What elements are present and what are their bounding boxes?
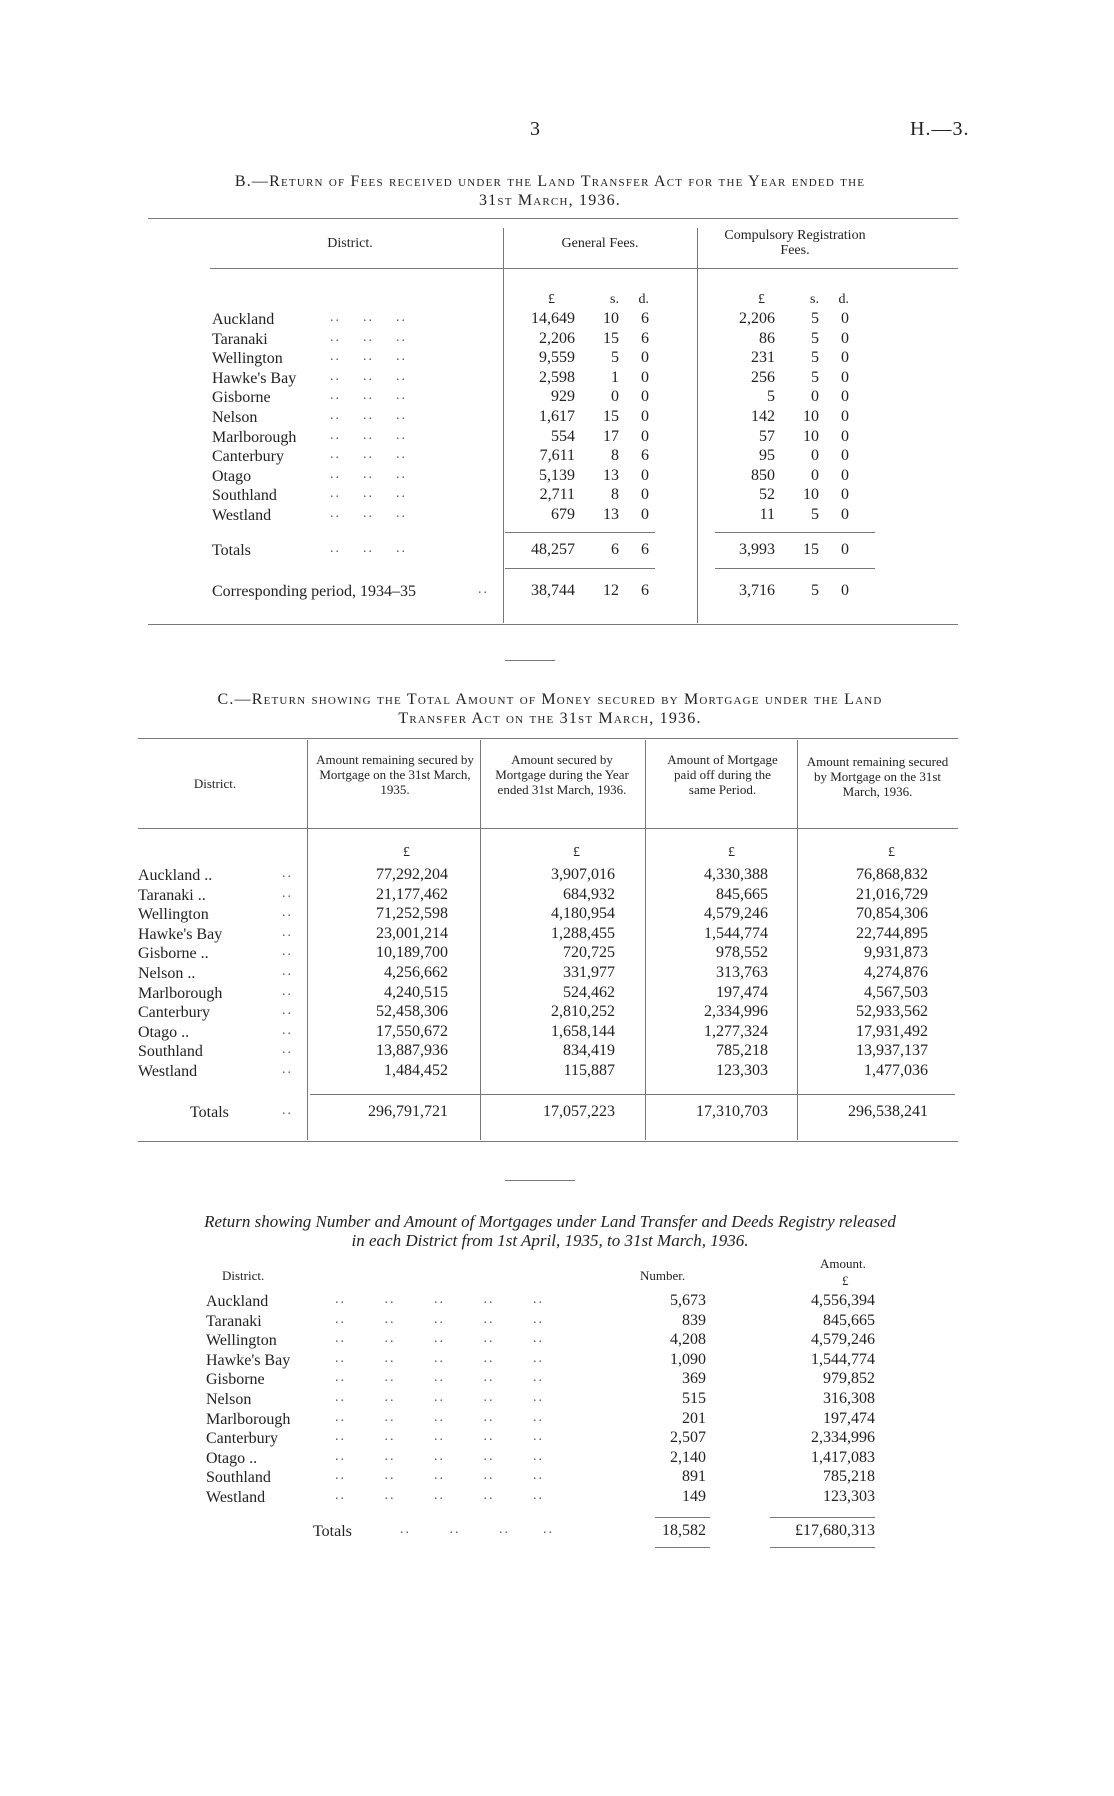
shillings-unit: s. — [610, 292, 619, 307]
divider — [210, 268, 958, 269]
amount-remaining-1935: 13,887,936 — [376, 1042, 448, 1060]
sum-rule — [770, 1517, 875, 1518]
b-total-compulsory-pence: 0 — [841, 541, 849, 558]
compulsory-fees-pounds: 231 — [751, 349, 775, 367]
amount-remaining-1936: 13,937,137 — [856, 1042, 928, 1060]
leader-dots: .. .. .. .. .. — [335, 1370, 544, 1386]
general-fees-pounds: 679 — [551, 506, 575, 523]
amount-remaining-1935: 71,252,598 — [376, 905, 448, 923]
b-corr-general-shillings: 12 — [603, 582, 619, 599]
general-fees-pence: 0 — [641, 368, 649, 386]
section-b-title-line1: B.—Return of Fees received under the Land Transfer Act for the Year ended the — [234, 173, 866, 190]
compulsory-fees-shillings: 5 — [811, 349, 819, 367]
general-fees-pounds: 2,598 — [539, 368, 575, 386]
pound-unit: £ — [573, 845, 580, 860]
compulsory-fees-shillings: 10 — [803, 427, 819, 445]
c-col-remaining-1935: Amount remaining secured by Mortgage on the 31st March, 1935. — [316, 752, 474, 797]
leader-dots: .. .. .. .. .. — [335, 1331, 544, 1347]
district-name: Southland — [212, 487, 277, 505]
amount-paid-off: 1,277,324 — [704, 1022, 768, 1040]
compulsory-fees-pounds: 95 — [759, 447, 775, 465]
general-fees-pence: 0 — [641, 466, 649, 484]
b-corr-compulsory-shillings: 5 — [811, 582, 819, 599]
district-name: Taranaki .. — [138, 886, 206, 904]
pound-unit: £ — [758, 292, 765, 307]
general-fees-shillings: 15 — [603, 408, 619, 425]
amount-secured-during-year: 834,419 — [563, 1042, 615, 1060]
general-fees-pence: 6 — [641, 447, 649, 465]
c-total-secured: 17,057,223 — [543, 1103, 615, 1120]
leader-dots: .. — [282, 924, 293, 940]
district-name: Westland — [212, 507, 272, 524]
sum-rule — [310, 1094, 955, 1095]
compulsory-fees-pounds: 52 — [759, 486, 775, 504]
section-separator — [505, 660, 555, 661]
leader-dots: .. .. .. — [330, 486, 407, 502]
column-rule — [797, 740, 798, 1140]
b-total-compulsory-shillings: 15 — [803, 541, 819, 558]
amount-remaining-1936: 52,933,562 — [856, 1003, 928, 1021]
b-col-general: General Fees. — [561, 236, 639, 251]
c-total-remaining-1935: 296,791,721 — [368, 1103, 448, 1120]
amount-paid-off: 123,303 — [716, 1062, 768, 1079]
amount-remaining-1935: 52,458,306 — [376, 1003, 448, 1021]
pence-unit: d. — [638, 292, 649, 307]
compulsory-fees-shillings: 10 — [803, 486, 819, 504]
leader-dots: .. .. .. — [330, 447, 407, 463]
district-name: Otago .. — [206, 1449, 258, 1467]
c-col-secured-during-year: Amount secured by Mortgage during the Year ended 31st March, 1936. — [495, 752, 629, 797]
district-name: Wellington — [212, 350, 283, 368]
general-fees-shillings: 13 — [603, 466, 619, 484]
mortgages-released-number: 149 — [682, 1488, 706, 1505]
amount-remaining-1936: 17,931,492 — [856, 1022, 928, 1040]
amount-secured-during-year: 720,725 — [563, 944, 615, 962]
b-corresponding-label: Corresponding period, 1934–35 — [212, 583, 416, 600]
amount-secured-during-year: 2,810,252 — [551, 1003, 615, 1021]
pound-unit: £ — [888, 845, 895, 860]
general-fees-pence: 0 — [641, 408, 649, 425]
leader-dots: .. .. .. .. .. — [335, 1292, 544, 1307]
mortgages-released-number: 839 — [682, 1311, 706, 1329]
amount-remaining-1935: 4,256,662 — [384, 964, 448, 981]
amount-secured-during-year: 1,658,144 — [551, 1022, 615, 1040]
mortgages-released-number: 2,140 — [670, 1448, 706, 1466]
amount-secured-during-year: 1,288,455 — [551, 924, 615, 942]
sum-rule — [715, 532, 875, 533]
compulsory-fees-shillings: 5 — [811, 368, 819, 386]
amount-paid-off: 2,334,996 — [704, 1003, 768, 1021]
compulsory-fees-pounds: 2,206 — [739, 310, 775, 327]
compulsory-fees-pence: 0 — [841, 506, 849, 523]
leader-dots: .. — [282, 1042, 293, 1058]
section-separator — [505, 1180, 575, 1181]
leader-dots: .. .. .. .. .. — [335, 1390, 544, 1405]
divider — [138, 738, 958, 739]
district-name: Hawke's Bay — [138, 925, 223, 943]
compulsory-fees-shillings: 5 — [811, 310, 819, 327]
leader-dots: .. — [282, 964, 293, 979]
d-total-number: 18,582 — [662, 1522, 706, 1539]
mortgages-released-number: 201 — [682, 1409, 706, 1427]
b-total-general-pence: 6 — [641, 541, 649, 558]
general-fees-pence: 6 — [641, 329, 649, 347]
general-fees-shillings: 15 — [603, 329, 619, 347]
mortgages-released-amount: 2,334,996 — [811, 1429, 875, 1447]
divider — [138, 1141, 958, 1142]
mortgages-released-number: 515 — [682, 1390, 706, 1407]
leader-dots: .. .. .. — [330, 329, 407, 345]
general-fees-pence: 0 — [641, 388, 649, 406]
b-corr-general-pounds: 38,744 — [531, 582, 575, 599]
compulsory-fees-pounds: 850 — [751, 466, 775, 484]
compulsory-fees-shillings: 0 — [811, 466, 819, 484]
sum-rule — [655, 1547, 710, 1548]
compulsory-fees-pence: 0 — [841, 368, 849, 386]
district-name: Hawke's Bay — [212, 369, 297, 387]
b-total-compulsory-pounds: 3,993 — [739, 541, 775, 558]
pence-unit: d. — [838, 292, 849, 307]
amount-paid-off: 197,474 — [716, 983, 768, 1001]
b-col-district: District. — [327, 236, 373, 251]
c-total-remaining-1936: 296,538,241 — [848, 1103, 928, 1120]
leader-dots: .. .. .. — [330, 310, 407, 325]
district-name: Otago — [212, 467, 252, 485]
leader-dots: .. .. .. .. .. — [335, 1429, 544, 1445]
sum-rule — [770, 1547, 875, 1548]
amount-remaining-1935: 17,550,672 — [376, 1022, 448, 1040]
section-b-title-line2: 31st March, 1936. — [478, 192, 622, 209]
district-name: Auckland — [206, 1293, 269, 1310]
mortgages-released-number: 4,208 — [670, 1331, 706, 1349]
compulsory-fees-shillings: 0 — [811, 388, 819, 406]
section-d-title-line2: in each District from 1st April, 1935, to 31st March, 1936. — [351, 1231, 749, 1250]
sum-rule — [655, 1517, 710, 1518]
general-fees-shillings: 10 — [603, 310, 619, 327]
mortgages-released-number: 369 — [682, 1370, 706, 1388]
d-col-amount: Amount. — [820, 1256, 866, 1271]
leader-dots: .. — [282, 866, 293, 881]
column-rule — [503, 228, 504, 623]
amount-paid-off: 4,330,388 — [704, 866, 768, 883]
amount-remaining-1935: 1,484,452 — [384, 1062, 448, 1079]
amount-secured-during-year: 331,977 — [563, 964, 615, 981]
leader-dots: .. — [282, 944, 293, 960]
leader-dots: .. .. .. — [330, 427, 407, 443]
b-col-compulsory: Compulsory Registration Fees. — [724, 228, 866, 258]
section-d-title-line1: Return showing Number and Amount of Mortgages under Land Transfer and Deeds Registry released — [204, 1212, 896, 1231]
compulsory-fees-pence: 0 — [841, 349, 849, 367]
column-rule — [307, 740, 308, 1140]
amount-secured-during-year: 115,887 — [563, 1062, 615, 1079]
amount-remaining-1935: 4,240,515 — [384, 983, 448, 1001]
leader-dots: .. .. .. .. .. — [335, 1488, 544, 1503]
leader-dots: .. — [282, 1062, 293, 1077]
compulsory-fees-pence: 0 — [841, 388, 849, 406]
district-name: Gisborne .. — [138, 945, 209, 963]
leader-dots: .. .. .. — [330, 388, 407, 404]
pound-unit: £ — [403, 845, 410, 860]
general-fees-pounds: 9,559 — [539, 349, 575, 367]
shillings-unit: s. — [810, 292, 819, 307]
leader-dots: .. .. .. .. .. — [335, 1311, 544, 1327]
b-total-general-shillings: 6 — [611, 541, 619, 558]
leader-dots: .. — [282, 905, 293, 921]
mortgages-released-number: 1,090 — [670, 1350, 706, 1368]
general-fees-shillings: 13 — [603, 506, 619, 523]
amount-paid-off: 4,579,246 — [704, 905, 768, 923]
general-fees-shillings: 17 — [603, 427, 619, 445]
district-name: Auckland — [212, 311, 275, 328]
mortgages-released-amount: 123,303 — [823, 1488, 875, 1505]
district-name: Nelson .. — [138, 965, 196, 982]
district-name: Southland — [138, 1043, 203, 1061]
mortgages-released-amount: 197,474 — [823, 1409, 875, 1427]
general-fees-shillings: 8 — [611, 486, 619, 504]
mortgages-released-number: 5,673 — [670, 1292, 706, 1309]
general-fees-pounds: 5,139 — [539, 466, 575, 484]
mortgages-released-number: 891 — [682, 1468, 706, 1486]
page-number: 3 — [530, 118, 540, 140]
divider — [148, 218, 958, 219]
amount-secured-during-year: 684,932 — [563, 885, 615, 903]
b-totals-label: Totals — [212, 542, 251, 559]
amount-remaining-1935: 77,292,204 — [376, 866, 448, 883]
mortgages-released-amount: 785,218 — [823, 1468, 875, 1486]
district-name: Hawke's Bay — [206, 1351, 291, 1369]
pound-unit: £ — [548, 292, 555, 307]
c-col-remaining-1936: Amount remaining secured by Mortgage on the 31st March, 1936. — [806, 754, 949, 799]
compulsory-fees-pence: 0 — [841, 466, 849, 484]
general-fees-pence: 0 — [641, 349, 649, 367]
amount-paid-off: 845,665 — [716, 885, 768, 903]
leader-dots: .. .. .. — [330, 466, 407, 482]
sum-rule — [505, 568, 655, 569]
general-fees-shillings: 5 — [611, 349, 619, 367]
sum-rule — [715, 568, 875, 569]
compulsory-fees-pounds: 86 — [759, 329, 775, 347]
leader-dots: .. .. .. — [330, 541, 407, 556]
amount-remaining-1936: 1,477,036 — [864, 1062, 928, 1079]
leader-dots: .. .. .. .. .. — [335, 1350, 544, 1366]
district-name: Canterbury — [138, 1004, 210, 1022]
district-name: Gisborne — [206, 1371, 265, 1389]
amount-remaining-1936: 21,016,729 — [856, 885, 928, 903]
general-fees-shillings: 8 — [611, 447, 619, 465]
amount-remaining-1936: 22,744,895 — [856, 924, 928, 942]
amount-remaining-1936: 4,567,503 — [864, 983, 928, 1001]
district-name: Westland — [138, 1063, 198, 1080]
compulsory-fees-pence: 0 — [841, 310, 849, 327]
general-fees-pounds: 554 — [551, 427, 575, 445]
compulsory-fees-pounds: 57 — [759, 427, 775, 445]
general-fees-shillings: 0 — [611, 388, 619, 406]
c-col-district: District. — [193, 776, 237, 791]
compulsory-fees-shillings: 5 — [811, 329, 819, 347]
district-name: Auckland .. — [138, 867, 213, 884]
leader-dots: .. — [282, 983, 293, 999]
amount-secured-during-year: 524,462 — [563, 983, 615, 1001]
amount-remaining-1935: 21,177,462 — [376, 885, 448, 903]
amount-secured-during-year: 3,907,016 — [551, 866, 615, 883]
district-name: Westland — [206, 1489, 266, 1506]
district-name: Canterbury — [206, 1430, 278, 1448]
mortgages-released-number: 2,507 — [670, 1429, 706, 1447]
divider — [138, 828, 958, 829]
d-col-number: Number. — [640, 1268, 686, 1283]
b-corr-general-pence: 6 — [641, 582, 649, 599]
district-name: Otago .. — [138, 1023, 190, 1041]
leader-dots: .. — [282, 1022, 293, 1038]
district-name: Taranaki — [212, 330, 268, 348]
amount-secured-during-year: 4,180,954 — [551, 905, 615, 923]
leader-dots: .. .. .. .. — [400, 1522, 554, 1537]
district-name: Marlborough — [138, 984, 223, 1002]
b-total-general-pounds: 48,257 — [531, 541, 575, 558]
general-fees-pounds: 14,649 — [531, 310, 575, 327]
compulsory-fees-pounds: 142 — [751, 408, 775, 425]
compulsory-fees-pence: 0 — [841, 329, 849, 347]
compulsory-fees-shillings: 10 — [803, 408, 819, 425]
compulsory-fees-shillings: 5 — [811, 506, 819, 523]
mortgages-released-amount: 1,417,083 — [811, 1448, 875, 1466]
compulsory-fees-pence: 0 — [841, 427, 849, 445]
b-corr-compulsory-pence: 0 — [841, 582, 849, 599]
district-name: Southland — [206, 1469, 271, 1487]
divider — [148, 624, 958, 625]
column-rule — [645, 740, 646, 1140]
general-fees-pence: 6 — [641, 310, 649, 327]
report-reference: H.—3. — [910, 118, 970, 140]
district-name: Marlborough — [212, 428, 297, 446]
c-totals-label: Totals — [190, 1104, 229, 1121]
amount-remaining-1935: 10,189,700 — [376, 944, 448, 962]
leader-dots: .. .. .. — [330, 506, 407, 521]
compulsory-fees-pence: 0 — [841, 447, 849, 465]
district-name: Gisborne — [212, 389, 271, 407]
general-fees-shillings: 1 — [611, 368, 619, 386]
compulsory-fees-pounds: 11 — [759, 506, 775, 523]
column-rule — [480, 740, 481, 1140]
general-fees-pounds: 929 — [551, 388, 575, 406]
d-col-district: District. — [222, 1268, 265, 1283]
compulsory-fees-pence: 0 — [841, 408, 849, 425]
general-fees-pounds: 2,711 — [539, 486, 575, 504]
district-name: Nelson — [206, 1391, 252, 1408]
d-totals-label: Totals — [313, 1523, 352, 1540]
general-fees-pounds: 7,611 — [539, 447, 575, 465]
mortgages-released-amount: 1,544,774 — [811, 1350, 875, 1368]
c-total-paid-off: 17,310,703 — [696, 1103, 768, 1120]
leader-dots: .. .. .. — [330, 368, 407, 384]
compulsory-fees-shillings: 0 — [811, 447, 819, 465]
general-fees-pence: 0 — [641, 427, 649, 445]
amount-remaining-1936: 4,274,876 — [864, 964, 928, 981]
b-corr-compulsory-pounds: 3,716 — [739, 582, 775, 599]
amount-paid-off: 978,552 — [716, 944, 768, 962]
amount-remaining-1936: 9,931,873 — [864, 944, 928, 962]
general-fees-pounds: 2,206 — [539, 329, 575, 347]
section-d-title — [120, 1212, 980, 1250]
pound-unit: £ — [728, 845, 735, 860]
leader-dots: .. .. .. — [330, 408, 407, 423]
amount-paid-off: 785,218 — [716, 1042, 768, 1060]
district-name: Taranaki — [206, 1312, 262, 1330]
c-col-paid-off: Amount of Mortgage paid off during the same Period. — [667, 752, 778, 797]
section-c-title-line2: Transfer Act on the 31st March, 1936. — [398, 710, 702, 727]
amount-remaining-1936: 70,854,306 — [856, 905, 928, 923]
district-name: Nelson — [212, 409, 258, 426]
amount-remaining-1936: 76,868,832 — [856, 866, 928, 883]
amount-paid-off: 313,763 — [716, 964, 768, 981]
d-total-amount: £17,680,313 — [795, 1522, 875, 1539]
column-rule — [697, 228, 698, 623]
mortgages-released-amount: 845,665 — [823, 1311, 875, 1329]
section-c-title-line1: C.—Return showing the Total Amount of Money secured by Mortgage under the Land — [217, 691, 883, 708]
sum-rule — [505, 532, 655, 533]
mortgages-released-amount: 4,556,394 — [811, 1292, 875, 1309]
leader-dots: .. .. .. .. .. — [335, 1468, 544, 1484]
leader-dots: .. .. .. — [330, 349, 407, 365]
compulsory-fees-pounds: 256 — [751, 368, 775, 386]
leader-dots: .. .. .. .. .. — [335, 1409, 544, 1425]
leader-dots: .. — [282, 1103, 293, 1118]
section-b-title — [130, 172, 970, 210]
leader-dots: .. — [478, 582, 489, 597]
compulsory-fees-pounds: 5 — [767, 388, 775, 406]
district-name: Marlborough — [206, 1410, 291, 1428]
section-c-title — [130, 690, 970, 728]
pound-unit: £ — [842, 1273, 849, 1288]
district-name: Wellington — [138, 906, 209, 924]
general-fees-pence: 0 — [641, 486, 649, 504]
general-fees-pence: 0 — [641, 506, 649, 523]
amount-paid-off: 1,544,774 — [704, 924, 768, 942]
mortgages-released-amount: 979,852 — [823, 1370, 875, 1388]
mortgages-released-amount: 316,308 — [823, 1390, 875, 1407]
leader-dots: .. — [282, 885, 293, 901]
compulsory-fees-pence: 0 — [841, 486, 849, 504]
district-name: Wellington — [206, 1332, 277, 1350]
amount-remaining-1935: 23,001,214 — [376, 924, 448, 942]
leader-dots: .. — [282, 1003, 293, 1019]
mortgages-released-amount: 4,579,246 — [811, 1331, 875, 1349]
district-name: Canterbury — [212, 448, 284, 466]
leader-dots: .. .. .. .. .. — [335, 1448, 544, 1464]
general-fees-pounds: 1,617 — [539, 408, 575, 425]
